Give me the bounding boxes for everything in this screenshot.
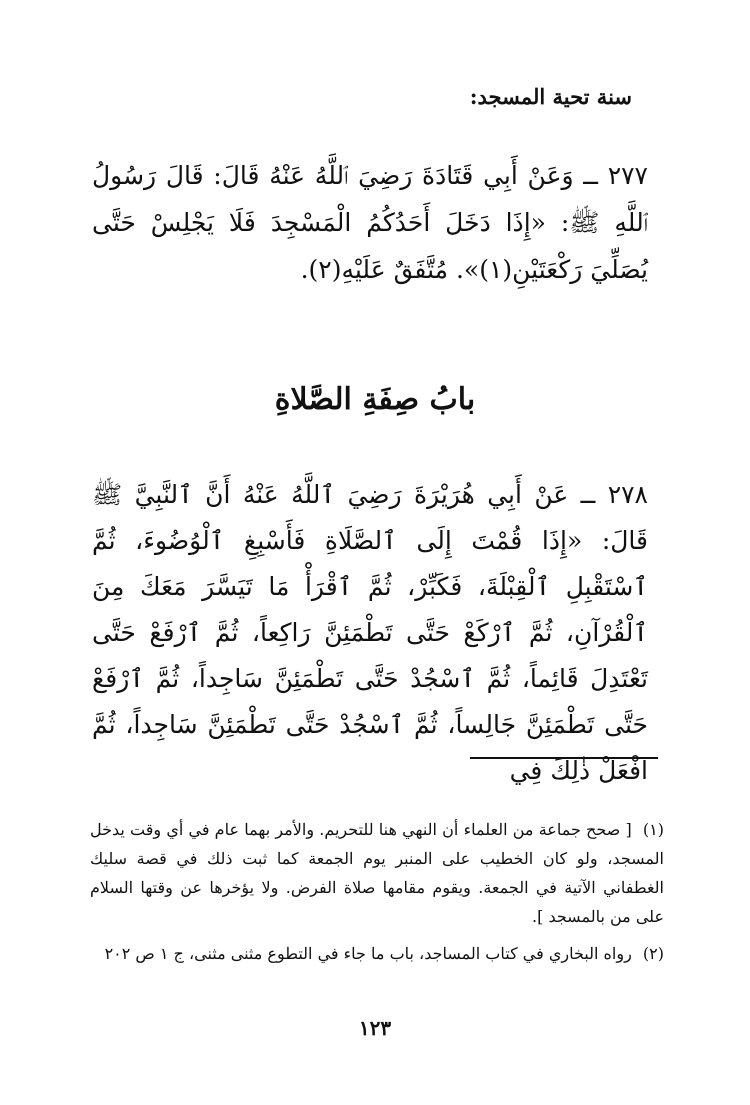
footnote-2 [90, 939, 664, 968]
footnote-1 [90, 815, 664, 931]
footnote-2-number: (٢) [642, 944, 664, 963]
footnote-1-number: (١) [642, 820, 664, 839]
page-number: ١٢٣ [358, 1016, 392, 1040]
hadith-278-paragraph: ٢٧٨ ــ عَنْ أَبِي هُرَيْرَةَ رَضِيَ ٱللَّهُ عَنْهُ أَنَّ ٱلنَّبِيَّ ﷺ قَالَ: «إِذَا قُمْتَ إِلَى ٱلصَّلَاةِ فَأَسْبِغِ ٱلْوُضُوءَ، ثُمَّ ٱسْتَقْبِلِ ٱلْقِبْلَةَ، فَكَبِّرْ، ثُمَّ ٱقْرَأْ مَا تَيَسَّرَ مَعَكَ مِنَ ٱلْقُرْآنِ، ثُمَّ ٱرْكَعْ حَتَّى تَطْمَئِنَّ رَاكِعاً، ثُمَّ ٱرْفَعْ حَتَّى تَعْتَدِلَ قَائِماً، ثُمَّ ٱسْجُدْ حَتَّى تَطْمَئِنَّ سَاجِداً، ثُمَّ ٱرْفَعْ حَتَّى تَطْمَئِنَّ جَالِساً، ثُمَّ ٱسْجُدْ حَتَّى تَطْمَئِنَّ سَاجِداً، ثُمَّ افْعَلْ ذٰلِكَ فِي [92, 480, 648, 785]
footnotes [90, 815, 664, 976]
footnote-1-text: [ صحح جماعة من العلماء أن النهي هنا للتحريم. والأمر بهما عام في أي وقت يدخل المسجد، ولو كان الخطيب على المنبر يوم الجمعة كما ثبت ذلك في قصة سليك الغطفاني الآتية في الجمعة. ويقوم مقامها صلاة الفرض. ولا يؤخرها عن وقتها السلام على من بالمسجد ]. [90, 820, 664, 926]
footnote-divider [470, 757, 658, 759]
section-title: سنة تحية المسجد: [469, 84, 632, 109]
hadith-277-paragraph: ٢٧٧ ــ وَعَنْ أَبِي قَتَادَةَ رَضِيَ ٱللَّهُ عَنْهُ قَالَ: قَالَ رَسُولُ ٱللَّهِ ﷺ: «إِذَا دَخَلَ أَحَدُكُمُ الْمَسْجِدَ فَلَا يَجْلِسْ حَتَّى يُصَلِّيَ رَكْعَتَيْنِ(١)». مُتَّفَقٌ عَلَيْهِ(٢). [92, 161, 648, 284]
chapter-title: بابُ صِفَةِ الصَّلاةِ [274, 382, 476, 417]
footnote-2-text: رواه البخاري في كتاب المساجد، باب ما جاء في التطوع مثنى مثنى، ج ١ ص ٢٠٢ [104, 944, 632, 963]
